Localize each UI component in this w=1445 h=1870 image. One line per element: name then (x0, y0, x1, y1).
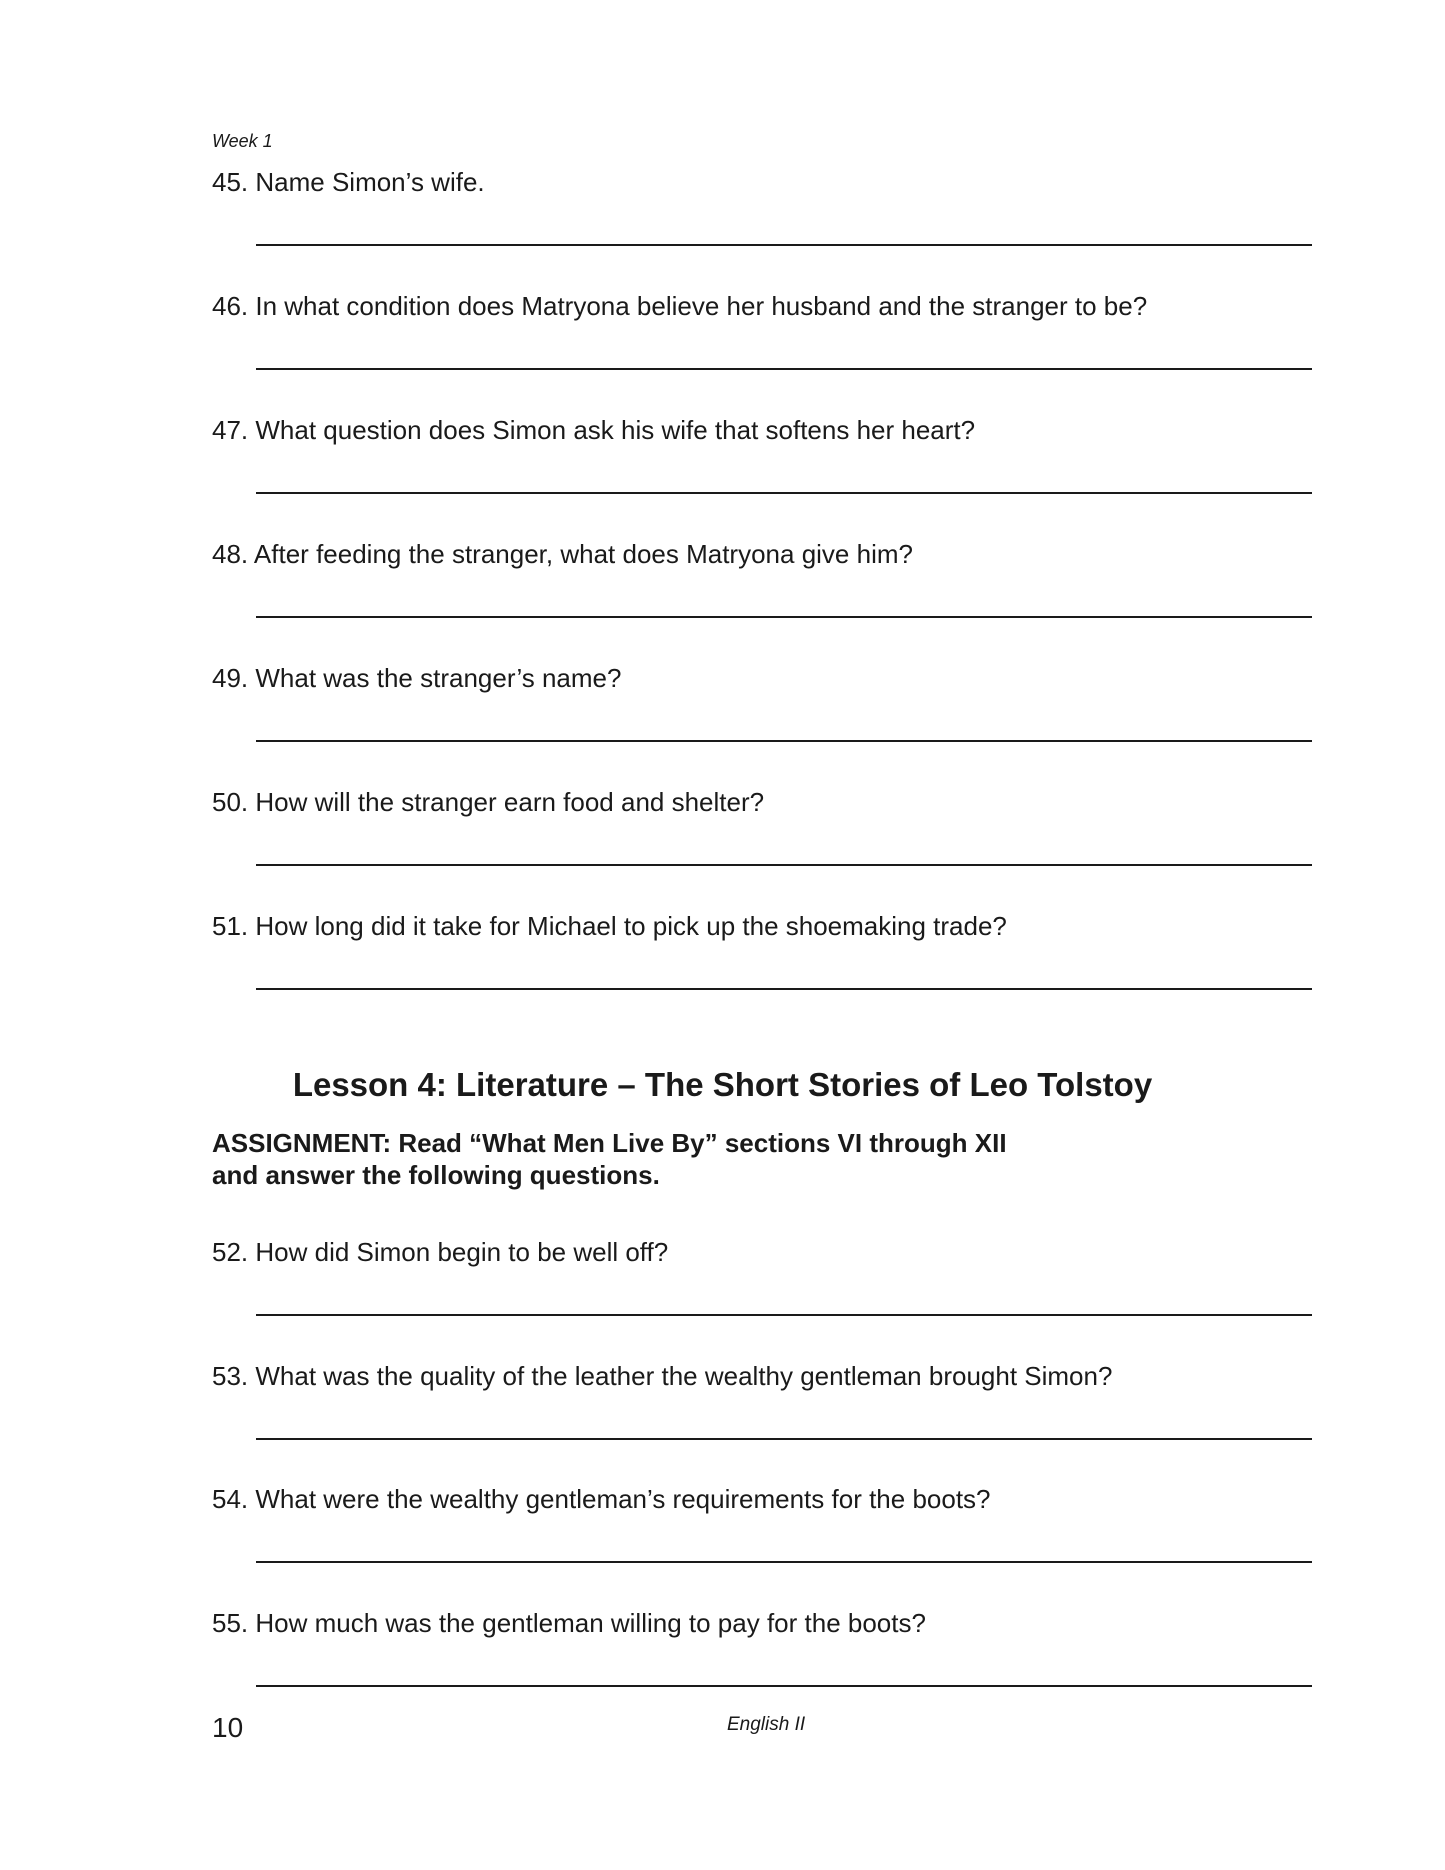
assignment-instructions (212, 1127, 1007, 1191)
answer-line-46[interactable] (256, 368, 1312, 370)
question-45 (212, 167, 1312, 277)
question-46 (212, 291, 1312, 401)
answer-line-50[interactable] (256, 864, 1312, 866)
question-47 (212, 415, 1312, 525)
lesson-heading: Lesson 4: Literature – The Short Stories of Leo Tolstoy (292, 1066, 1153, 1103)
answer-line-48[interactable] (256, 616, 1312, 618)
question-51 (212, 911, 1312, 1021)
question-text: 52. How did Simon begin to be well off? (212, 1237, 669, 1267)
question-text: 49. What was the stranger’s name? (212, 663, 622, 693)
assignment-line-2: and answer the following questions. (212, 1160, 660, 1190)
answer-line-51[interactable] (256, 988, 1312, 990)
answer-line-55[interactable] (256, 1685, 1312, 1687)
week-label: Week 1 (212, 131, 273, 151)
question-text: 51. How long did it take for Michael to pick up the shoemaking trade? (212, 911, 1007, 941)
course-name: English II (727, 1714, 806, 1735)
answer-line-53[interactable] (256, 1438, 1312, 1440)
question-49 (212, 663, 1312, 773)
assignment-line-1: ASSIGNMENT: Read “What Men Live By” sections VI through XII (212, 1128, 1007, 1158)
answer-line-52[interactable] (256, 1314, 1312, 1316)
answer-line-49[interactable] (256, 740, 1312, 742)
question-50 (212, 787, 1312, 897)
question-text: 54. What were the wealthy gentleman’s requirements for the boots? (212, 1484, 991, 1514)
question-53 (212, 1361, 1312, 1471)
answer-line-47[interactable] (256, 492, 1312, 494)
question-text: 46. In what condition does Matryona believe her husband and the stranger to be? (212, 291, 1148, 321)
question-text: 50. How will the stranger earn food and shelter? (212, 787, 765, 817)
page-number: 10 (212, 1712, 244, 1743)
question-text: 53. What was the quality of the leather the wealthy gentleman brought Simon? (212, 1361, 1113, 1391)
question-55 (212, 1608, 1312, 1718)
question-text: 47. What question does Simon ask his wife that softens her heart? (212, 415, 976, 445)
question-48 (212, 539, 1312, 649)
answer-line-45[interactable] (256, 244, 1312, 246)
question-52 (212, 1237, 1312, 1347)
answer-line-54[interactable] (256, 1561, 1312, 1563)
question-text: 55. How much was the gentleman willing to pay for the boots? (212, 1608, 926, 1638)
question-text: 48. After feeding the stranger, what does Matryona give him? (212, 539, 913, 569)
question-text: 45. Name Simon’s wife. (212, 167, 485, 197)
question-54 (212, 1484, 1312, 1594)
